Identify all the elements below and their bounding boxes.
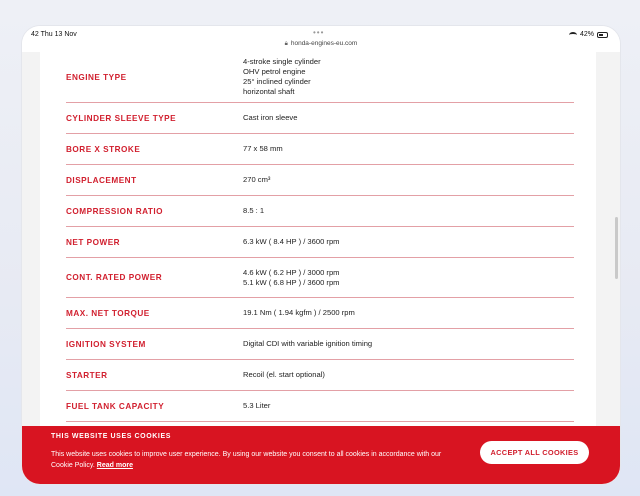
spec-value-line: 4-stroke single cylinder xyxy=(243,57,321,66)
spec-row xyxy=(66,165,574,196)
spec-value xyxy=(243,206,264,216)
spec-value xyxy=(243,370,325,380)
spec-row xyxy=(66,196,574,227)
spec-table xyxy=(66,52,574,422)
cookie-title: THIS WEBSITE USES COOKIES xyxy=(51,433,172,440)
cookie-message: This website uses cookies to improve user experience. By using our website you consent to all cookies in accordance with our Cookie Policy. xyxy=(51,451,442,469)
spec-value xyxy=(243,113,297,123)
spec-value xyxy=(243,57,321,97)
spec-row xyxy=(66,103,574,134)
read-more-link[interactable]: Read more xyxy=(96,462,133,469)
status-time: 42 Thu 13 Nov xyxy=(31,31,77,38)
spec-row xyxy=(66,258,574,298)
spec-value xyxy=(243,268,340,288)
spec-label: MAX. NET TORQUE xyxy=(66,308,150,318)
spec-value-line: 6.3 kW ( 8.4 HP ) / 3600 rpm xyxy=(243,237,340,246)
spec-row xyxy=(66,134,574,165)
spec-label: BORE X STROKE xyxy=(66,144,141,154)
status-bar xyxy=(22,26,620,40)
url-text: honda-engines-eu.com xyxy=(290,40,358,47)
spec-value-line: 4.6 kW ( 6.2 HP ) / 3000 rpm xyxy=(243,267,340,277)
wifi-icon xyxy=(569,32,577,38)
spec-value-line: 5.3 Liter xyxy=(243,401,271,410)
page-content xyxy=(22,52,620,484)
battery-percent: 42% xyxy=(579,31,594,38)
spec-value xyxy=(243,339,372,349)
spec-label: IGNITION SYSTEM xyxy=(66,339,146,349)
cookie-text xyxy=(51,449,461,471)
spec-value-line: 77 x 58 mm xyxy=(243,144,283,153)
spec-value-line: horizontal shaft xyxy=(243,87,295,96)
spec-row xyxy=(66,52,574,103)
spec-value-line: Digital CDI with variable ignition timing xyxy=(243,339,373,348)
spec-label: STARTER xyxy=(66,370,108,380)
address-bar[interactable] xyxy=(22,40,620,52)
spec-label: ENGINE TYPE xyxy=(66,72,127,82)
spec-value-line: Cast iron sleeve xyxy=(243,113,298,122)
spec-label: NET POWER xyxy=(66,237,121,247)
spec-value-line: Recoil (el. start optional) xyxy=(243,370,325,379)
spec-row xyxy=(66,227,574,258)
spec-row xyxy=(66,329,574,360)
multitask-dots-icon[interactable]: ••• xyxy=(313,28,325,37)
battery-icon xyxy=(597,32,608,38)
spec-label: CYLINDER SLEEVE TYPE xyxy=(66,113,177,123)
spec-value-line: 25° inclined cylinder xyxy=(243,77,311,86)
spec-label: CONT. RATED POWER xyxy=(66,273,163,282)
spec-label: COMPRESSION RATIO xyxy=(66,206,164,216)
spec-row xyxy=(66,298,574,329)
spec-value xyxy=(243,175,270,185)
spec-value-line: 8.5 : 1 xyxy=(243,206,265,215)
spec-row xyxy=(66,391,574,422)
accept-cookies-button[interactable]: ACCEPT ALL COOKIES xyxy=(480,441,589,464)
scrollbar[interactable] xyxy=(615,217,618,279)
spec-value xyxy=(243,401,270,411)
spec-card xyxy=(40,52,596,484)
spec-value xyxy=(243,144,283,154)
spec-value xyxy=(243,308,355,318)
spec-value-line: 19.1 Nm ( 1.94 kgfm ) / 2500 rpm xyxy=(243,308,355,317)
spec-label: FUEL TANK CAPACITY xyxy=(66,401,165,411)
lock-icon: 🔒︎ xyxy=(284,41,288,47)
spec-value xyxy=(243,237,340,247)
spec-value-line: OHV petrol engine xyxy=(243,67,306,76)
cookie-banner xyxy=(22,426,620,484)
spec-value-line: 270 cm³ xyxy=(243,175,271,184)
tablet-screen xyxy=(22,26,620,484)
spec-value-line: 5.1 kW ( 6.8 HP ) / 3600 rpm xyxy=(243,277,340,287)
spec-row xyxy=(66,360,574,391)
status-right xyxy=(569,31,608,38)
spec-label: DISPLACEMENT xyxy=(66,175,137,185)
